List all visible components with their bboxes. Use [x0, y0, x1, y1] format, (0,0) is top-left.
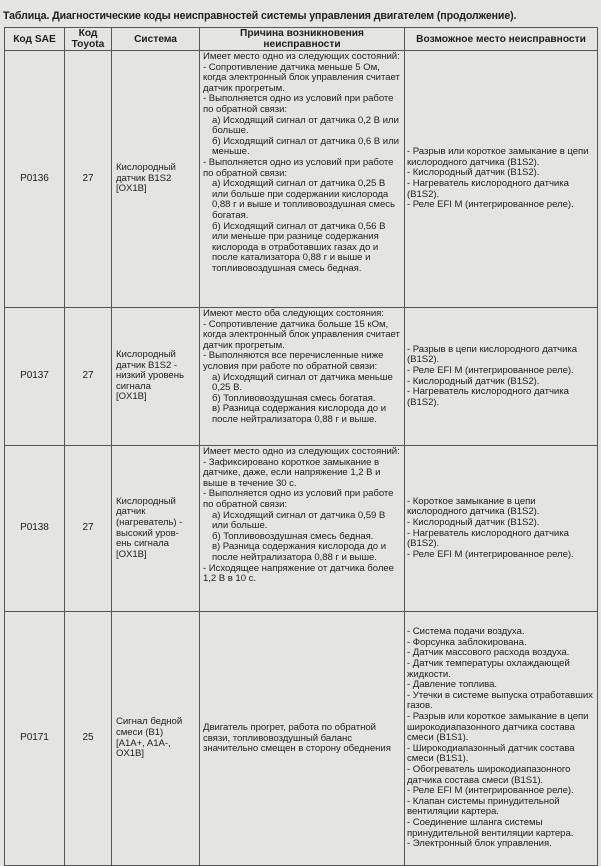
system-line: датчик [116, 506, 146, 518]
diagnostic-codes-table [4, 27, 598, 866]
place-cell [405, 612, 598, 866]
system-line: [OX1B] [116, 183, 147, 195]
system-line: низкий уровень [116, 370, 184, 382]
system-line: Сигнал бедной [116, 716, 183, 728]
cause-subitem: в) Разница содержания кислорода до и после нейтрализатора 0,88 г и выше. [212, 541, 386, 563]
place-cell [405, 308, 598, 446]
place-item: - Реле EFI M (интегрированное реле). [407, 785, 574, 797]
place-item: - Кислородный датчик (B1S2). [407, 375, 540, 387]
table-row [5, 446, 598, 612]
sae-code-cell: P0136 [5, 51, 65, 308]
system-cell [112, 446, 200, 612]
cause-paragraph: - Зафиксировано короткое замыкание в датчике, даже, если напряжение 1,2 В и выше в течение 30 с. [203, 456, 381, 489]
system-line: ень сигнала [116, 538, 169, 550]
place-item: - Разрыв в цепи кислородного датчика (B1S2). [407, 343, 578, 366]
cause-subitem: а) Исходящий сигнал от датчика 0,59 В или больше. [212, 509, 386, 532]
place-item: - Нагреватель кислородного датчика (B1S2). [407, 178, 569, 200]
cause-cell [200, 51, 405, 308]
cause-paragraph: Имеет место одно из следующих состояний: [203, 51, 400, 62]
place-cell [405, 51, 598, 308]
place-item: - Разрыв или короткое замыкание в цепи кислородного датчика (B1S2). [407, 146, 589, 168]
system-line: высокий уров- [116, 527, 179, 539]
system-line: (нагреватель) - [116, 516, 183, 528]
place-item: - Давление топлива. [407, 679, 497, 691]
cause-paragraph: - Исходящее напряжение от датчика более 1,2 В в 10 с. [203, 562, 394, 585]
place-item: - Нагреватель кислородного датчика (B1S2). [407, 386, 569, 408]
system-line: [OX1B] [116, 391, 147, 403]
cause-subitem: а) Исходящий сигнал от датчика меньше 0,25 В. [212, 371, 393, 394]
place-item: - Система подачи воздуха. [407, 626, 525, 638]
place-item: - Разрыв или короткое замыкание в цепи широкодиапазонного датчика состава смеси (B1S1). [407, 711, 589, 744]
place-item: - Обогреватель широкодиапазонного датчика состава смеси (B1S1). [407, 763, 571, 786]
cause-paragraph: - Сопротивление датчика меньше 5 Ом, когда электронный блок управления считает датчик прогретым. [203, 61, 400, 94]
place-item: - Кислородный датчик (B1S2). [407, 167, 540, 179]
cause-subitem: б) Топливовоздушная смесь богатая. [212, 392, 376, 404]
place-cell [405, 446, 598, 612]
cause-cell [200, 612, 405, 866]
place-item: - Короткое замыкание в цепи кислородного датчика (B1S2). [407, 495, 540, 518]
header-system: Система [112, 28, 200, 51]
toyota-code-cell: 27 [65, 446, 112, 612]
header-toyota-code: Код Toyota [65, 28, 112, 51]
cause-subitem: б) Топливовоздушная смесь бедная. [212, 530, 374, 542]
header-possible-place: Возможное место неисправности [405, 28, 598, 51]
cause-subitem: б) Исходящий сигнал от датчика 0,6 В или меньше. [212, 135, 399, 158]
place-item: - Датчик температуры охлаждающей жидкости. [407, 658, 570, 680]
table-caption: Таблица. Диагностические коды неисправностей системы управления двигателем (продолжение). [3, 10, 517, 22]
cause-paragraph: - Сопротивление датчика больше 15 кОм, когда электронный блок управления считает датчик прогретым. [203, 318, 400, 351]
place-item: - Широкодиапазонный датчик состава смеси (B1S1). [407, 742, 575, 765]
system-cell [112, 612, 200, 866]
cause-paragraph: Имеют место оба следующих состояния: [203, 308, 384, 319]
system-cell [112, 51, 200, 308]
system-line: сигнала [116, 380, 151, 392]
cause-paragraph: - Выполняется одно из условий при работе по обратной связи: [203, 156, 394, 179]
table-row [5, 612, 598, 866]
system-line: [OX1B] [116, 548, 147, 560]
cause-cell [200, 446, 405, 612]
place-item: - Кислородный датчик (B1S2). [407, 516, 540, 528]
system-line: датчик B1S2 [116, 172, 172, 184]
place-item: - Форсунка заблокирована. [407, 636, 527, 648]
toyota-code-cell: 27 [65, 51, 112, 308]
place-item: - Соединение шланга системы принудительной вентиляции картера. [407, 816, 574, 839]
place-item: - Электронный блок управления. [407, 838, 552, 850]
header-sae-code: Код SAE [5, 28, 65, 51]
place-item: - Датчик массового расхода воздуха. [407, 647, 570, 659]
table-row [5, 308, 598, 446]
place-item: - Утечки в системе выпуска отработавших газов. [407, 689, 593, 712]
system-cell [112, 308, 200, 446]
cause-subitem: а) Исходящий сигнал от датчика 0,2 В или больше. [212, 114, 399, 137]
cause-cell [200, 308, 405, 446]
cause-subitem: б) Исходящий сигнал от датчика 0,56 В или меньше при разнице содержания кислорода в отработавших газах до и после катализатора 0,88 г и выше и топливовоздушная смесь бедная. [212, 220, 386, 274]
system-line: смеси (B1) [116, 726, 164, 738]
place-item: - Реле EFI M (интегрированное реле). [407, 548, 574, 560]
place-item: - Нагреватель кислородного датчика (B1S2). [407, 527, 569, 550]
cause-subitem: в) Разница содержания кислорода до и после нейтрализатора 0,88 г и выше. [212, 403, 386, 425]
toyota-code-cell: 25 [65, 612, 112, 866]
place-item: - Реле EFI M (интегрированное реле). [407, 199, 574, 211]
sae-code-cell: P0137 [5, 308, 65, 446]
system-line: OX1B] [116, 748, 145, 760]
system-line: Кислородный [116, 495, 176, 507]
header-cause: Причина возникновения неисправности [200, 28, 405, 51]
toyota-code-cell: 27 [65, 308, 112, 446]
table-header-row [5, 28, 598, 51]
cause-paragraph: Имеет место одно из следующих состояний: [203, 446, 400, 457]
table-row [5, 51, 598, 308]
cause-subitem: а) Исходящий сигнал от датчика 0,25 В или больше при содержании кислорода 0,88 г и выше и топливовоздушная смесь богатая. [212, 178, 395, 221]
cause-paragraph: Двигатель прогрет, работа по обратной связи, топливовоздушный баланс значительно смещен в сторону обеднения [203, 722, 391, 755]
sae-code-cell: P0171 [5, 612, 65, 866]
sae-code-cell: P0138 [5, 446, 65, 612]
system-line: [A1A+, A1A-, [116, 737, 171, 749]
cause-paragraph: - Выполняются все перечисленные ниже условия при работе по обратной связи: [203, 350, 384, 372]
system-line: датчик B1S2 - [116, 359, 178, 371]
system-line: Кислородный [116, 349, 176, 361]
place-item: - Клапан системы принудительной вентиляции картера. [407, 795, 560, 818]
cause-paragraph: - Выполняется одно из условий при работе по обратной связи: [203, 488, 394, 510]
system-line: Кислородный [116, 162, 176, 174]
cause-paragraph: - Выполняется одно из условий при работе по обратной связи: [203, 93, 394, 115]
place-item: - Реле EFI M (интегрированное реле). [407, 364, 574, 376]
